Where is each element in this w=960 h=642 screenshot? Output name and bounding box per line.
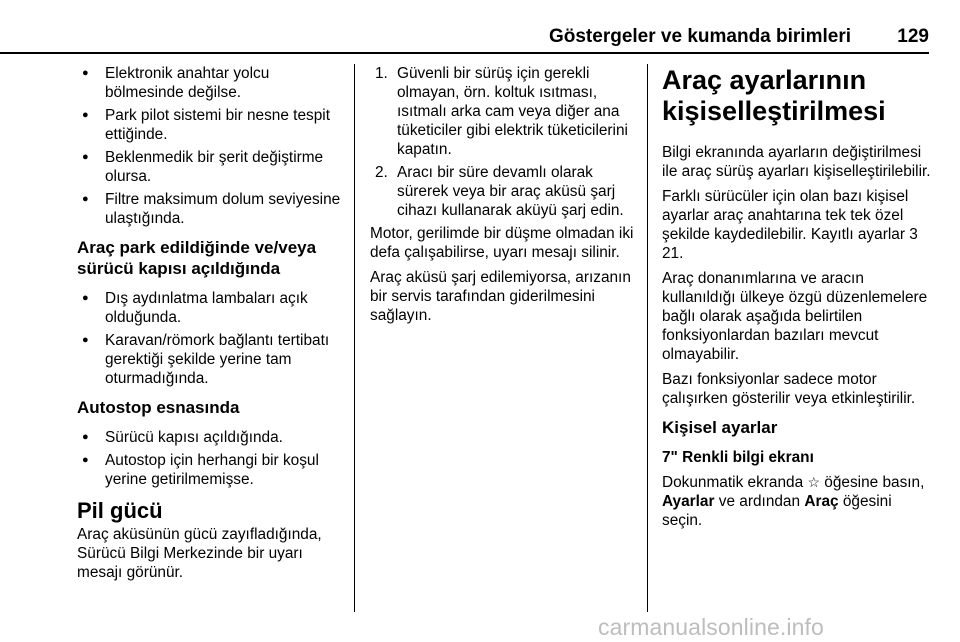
list-item: ● Karavan/römork bağlantı tertibatı gerektiği şekilde yerine tam oturmadığında. (77, 331, 347, 388)
list-item: ● Elektronik anahtar yolcu bölmesinde değilse. (77, 64, 347, 102)
page-reference: 21. (662, 245, 684, 262)
step-number: 2. (375, 164, 388, 181)
heading-personal-settings: Kişisel ayarlar (662, 418, 778, 437)
heading-door-open: Araç park edildiğinde ve/veya sürücü kapısı açıldığında (77, 238, 317, 278)
list-item: ● Autostop için herhangi bir koşul yerine getirilmemişse. (77, 451, 347, 489)
column-1 (77, 64, 347, 588)
heading-autostop: Autostop esnasında (77, 398, 240, 417)
list-item (370, 64, 638, 159)
instruction-text: Dokunmatik ekranda ☆ öğesine basın, Ayarlar ve ardından Araç öğesini seçin. (662, 474, 925, 529)
list-item: ● Park pilot sistemi bir nesne tespit ettiğinde. (77, 106, 347, 144)
paragraph: Araç aküsü şarj edilemiyorsa, arızanın bir servis tarafından giderilmesini sağlayın. (370, 269, 631, 324)
column-divider-1 (354, 64, 355, 612)
step-number: 1. (375, 65, 388, 82)
bullet-list-conditions (77, 64, 347, 228)
page-number: 129 (897, 26, 929, 47)
page-header (0, 26, 929, 54)
paragraph: Araç donanımlarına ve aracın kullanıldığı ülkeye özgü düzenlemelere bağlı olarak aşağıda belirtilen fonksiyonlardan bazıları mevcut olmayabilir. (662, 270, 928, 363)
home-star-icon: ☆ (807, 474, 820, 490)
heading-battery: Pil gücü (77, 498, 163, 523)
section-title: Araç ayarlarının kişiselleştirilmesi (662, 65, 886, 126)
step-text: Aracı bir süre devamlı olarak sürerek veya bir araç aküsü şarj cihazı kullanarak aküyü şarj edin. (397, 164, 624, 219)
list-item: ● Beklenmedik bir şerit değiştirme olursa. (77, 148, 347, 186)
paragraph: Bazı fonksiyonlar sadece motor çalışırken gösterilir veya etkinleştirilir. (662, 371, 916, 407)
numbered-steps (370, 64, 638, 220)
battery-text: Araç aküsünün gücü zayıfladığında, Sürücü Bilgi Merkezinde bir uyarı mesajı görünür. (77, 526, 322, 581)
step-text: Güvenli bir sürüş için gerekli olmayan, örn. koltuk ısıtması, ısıtmalı arka cam veya diğer ana tüketiciler gibi elektrik tüketicilerini kapatın. (397, 65, 628, 158)
paragraph: Motor, gerilimde bir düşme olmadan iki defa çalışabilirse, uyarı mesajı silinir. (370, 225, 634, 261)
bullet-list-door (77, 289, 347, 388)
reference-arrow-icon: 3 (909, 226, 918, 243)
watermark: carmanualsonline.info (598, 614, 824, 640)
list-item: ● Sürücü kapısı açıldığında. (77, 428, 347, 447)
list-item (370, 163, 638, 220)
paragraph: Farklı sürücüler için olan bazı kişisel ayarlar araç anahtarına tek tek özel şekilde kaydedilebilir. Kayıtlı ayarlar 3 21. (662, 188, 918, 262)
header-title: Göstergeler ve kumanda birimleri (548, 26, 851, 47)
vehicle-label: Araç (804, 493, 839, 510)
list-item: ● Filtre maksimum dolum seviyesine ulaştığında. (77, 190, 347, 228)
subheading-display: 7" Renkli bilgi ekranı (662, 449, 814, 466)
bullet-list-autostop (77, 428, 347, 489)
settings-label: Ayarlar (662, 493, 715, 510)
column-divider-2 (647, 64, 648, 612)
paragraph: Bilgi ekranında ayarların değiştirilmesi ile araç sürüş ayarları kişiselleştirilebilir. (662, 144, 931, 180)
column-2 (370, 64, 638, 331)
list-item: ● Dış aydınlatma lambaları açık olduğunda. (77, 289, 347, 327)
column-3 (662, 64, 934, 536)
